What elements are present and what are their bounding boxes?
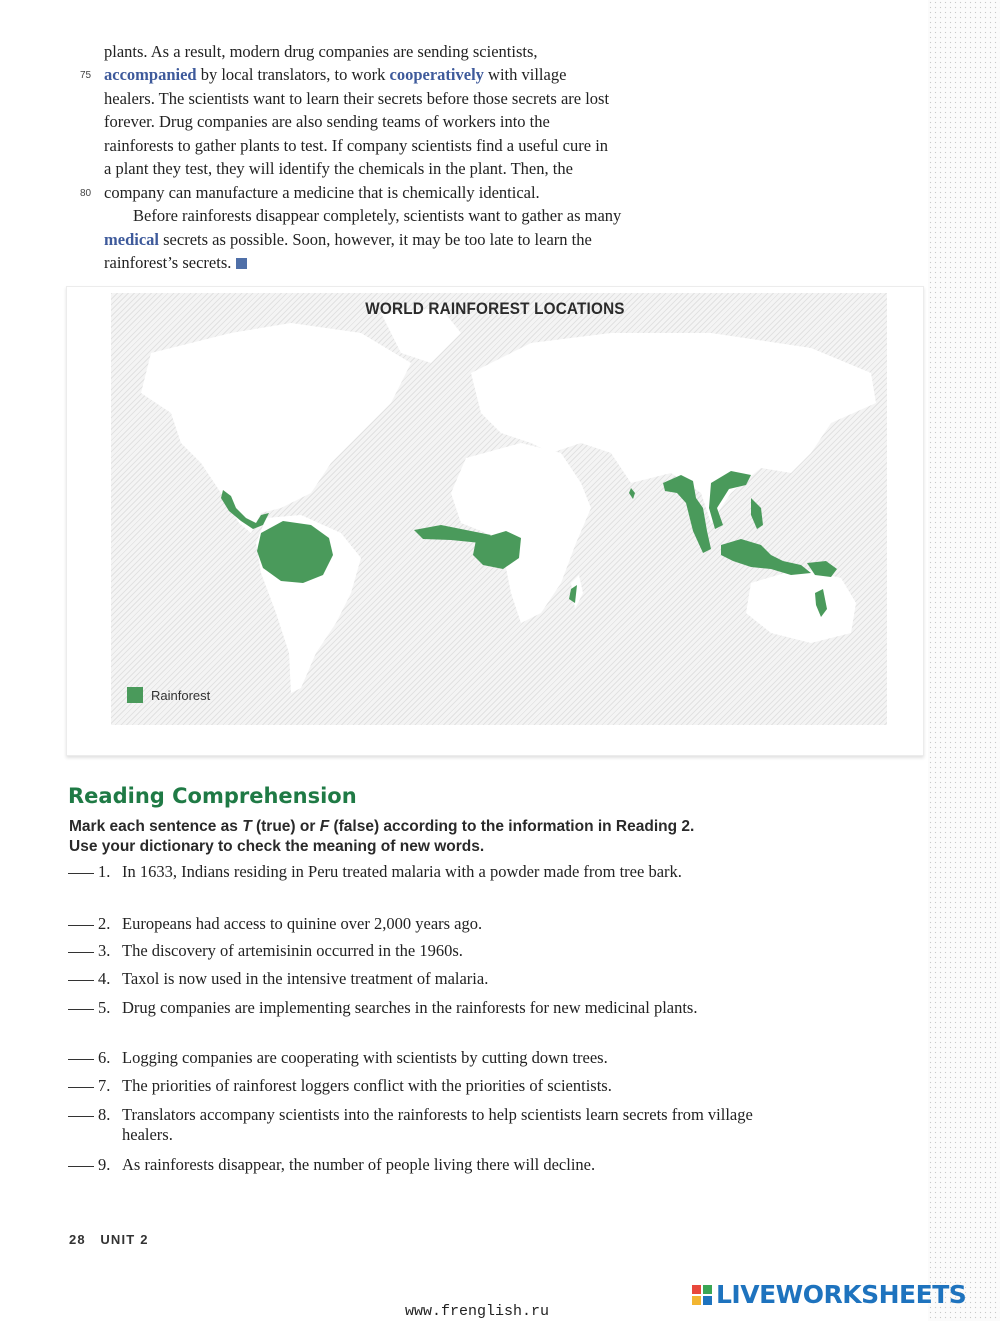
answer-blank[interactable] [68, 873, 94, 874]
instructions-pre: Mark each sentence as [69, 818, 243, 835]
instructions-f: F [319, 818, 330, 835]
map-area [111, 293, 887, 725]
line-number: 75 [80, 70, 92, 81]
rainforest-map-figure [66, 286, 924, 756]
passage-text: a plant they test, they will identify the chemicals in the plant. Then, the [104, 159, 573, 178]
passage-line [104, 89, 609, 109]
question-number: 3. [98, 941, 111, 960]
passage-line [104, 253, 247, 273]
map-legend [127, 687, 210, 703]
question-text: In 1633, Indians residing in Peru treated malaria with a powder made from tree bark. [122, 862, 682, 881]
passage-line [104, 65, 566, 85]
passage-line [104, 42, 538, 62]
question-item [68, 1105, 768, 1144]
question-text: Translators accompany scientists into the rainforests to help scientists learn secrets from village healers. [122, 1105, 753, 1144]
question-item [68, 998, 768, 1018]
instructions-line-2: Use your dictionary to check the meaning of new words. [69, 838, 485, 855]
question-item [68, 941, 768, 961]
rainforest-india [629, 488, 635, 499]
answer-blank[interactable] [68, 980, 94, 981]
vocabulary-word: cooperatively [389, 65, 484, 84]
question-number: 5. [98, 998, 111, 1017]
question-item [68, 1076, 768, 1096]
passage-text: rainforest’s secrets. [104, 253, 232, 272]
answer-blank[interactable] [68, 1166, 94, 1167]
rainforest-borneo-sumatra [721, 539, 811, 575]
passage-line [104, 136, 608, 156]
question-text: Europeans had access to quinine over 2,000 years ago. [122, 914, 483, 933]
answer-blank[interactable] [68, 1116, 94, 1117]
question-text: Logging companies are cooperating with scientists by cutting down trees. [122, 1048, 608, 1067]
passage-text: by local translators, to work [196, 65, 390, 84]
passage-text: rainforests to gather plants to test. If company scientists find a useful cure in [104, 136, 609, 155]
passage-text: with village [483, 65, 567, 84]
liveworksheets-wordmark: LIVEWORKSHEETS [716, 1280, 967, 1309]
question-text: As rainforests disappear, the number of people living there will decline. [122, 1155, 596, 1174]
question-number: 6. [98, 1048, 111, 1067]
north-america-shape [141, 323, 411, 533]
answer-blank[interactable] [68, 1087, 94, 1088]
map-title: WORLD RAINFOREST LOCATIONS [365, 299, 625, 318]
question-number: 9. [98, 1155, 111, 1174]
instructions-mid2: (false) according to the information in Reading 2. [329, 818, 695, 835]
answer-blank[interactable] [68, 925, 94, 926]
question-item [68, 914, 768, 934]
passage-text: healers. The scientists want to learn their secrets before those secrets are lost [104, 89, 610, 108]
passage-text: company can manufacture a medicine that is chemically identical. [104, 183, 540, 202]
line-number: 80 [80, 188, 92, 199]
passage-text: plants. As a result, modern drug companies are sending scientists, [104, 42, 538, 61]
unit-label: UNIT 2 [100, 1232, 149, 1247]
passage-line [104, 112, 550, 132]
answer-blank[interactable] [68, 952, 94, 953]
passage-line [133, 206, 621, 226]
legend-swatch [127, 687, 143, 703]
vocabulary-word: accompanied [104, 65, 197, 84]
passage-text: Before rainforests disappear completely, scientists want to gather as many [133, 206, 622, 225]
australia-shape [746, 568, 856, 643]
end-of-reading-square-icon [236, 258, 247, 269]
dotted-margin [928, 0, 1000, 1321]
question-number: 8. [98, 1105, 111, 1124]
instructions-line-1 [69, 818, 769, 836]
question-item [68, 1155, 768, 1175]
page-number: 28 [69, 1232, 86, 1247]
question-number: 1. [98, 862, 111, 881]
instructions-t: T [242, 818, 252, 835]
question-number: 7. [98, 1076, 111, 1095]
question-text: Taxol is now used in the intensive treatment of malaria. [122, 969, 489, 988]
question-item [68, 862, 768, 882]
passage-text: forever. Drug companies are also sending teams of workers into the [104, 112, 550, 131]
instructions-mid1: (true) or [251, 818, 320, 835]
section-title: Reading Comprehension [68, 784, 357, 808]
world-map [111, 293, 887, 725]
question-item [68, 1048, 768, 1068]
legend-label: Rainforest [151, 687, 211, 703]
site-url: www.frenglish.ru [405, 1303, 550, 1320]
question-item [68, 969, 768, 989]
passage-line [104, 183, 540, 203]
answer-blank[interactable] [68, 1059, 94, 1060]
question-text: The discovery of artemisinin occurred in the 1960s. [122, 941, 463, 960]
page-footer [69, 1232, 149, 1247]
answer-blank[interactable] [68, 1009, 94, 1010]
passage-line [104, 159, 573, 179]
question-text: Drug companies are implementing searches in the rainforests for new medicinal plants. [122, 998, 698, 1017]
question-number: 2. [98, 914, 111, 933]
rainforest-philippines [751, 498, 763, 529]
liveworksheets-logo [692, 1280, 966, 1309]
passage-line [104, 230, 592, 250]
vocabulary-word: medical [104, 230, 159, 249]
question-number: 4. [98, 969, 111, 988]
liveworksheets-icon [692, 1285, 712, 1305]
question-text: The priorities of rainforest loggers conflict with the priorities of scientists. [122, 1076, 612, 1095]
passage-text: secrets as possible. Soon, however, it may be too late to learn the [159, 230, 592, 249]
